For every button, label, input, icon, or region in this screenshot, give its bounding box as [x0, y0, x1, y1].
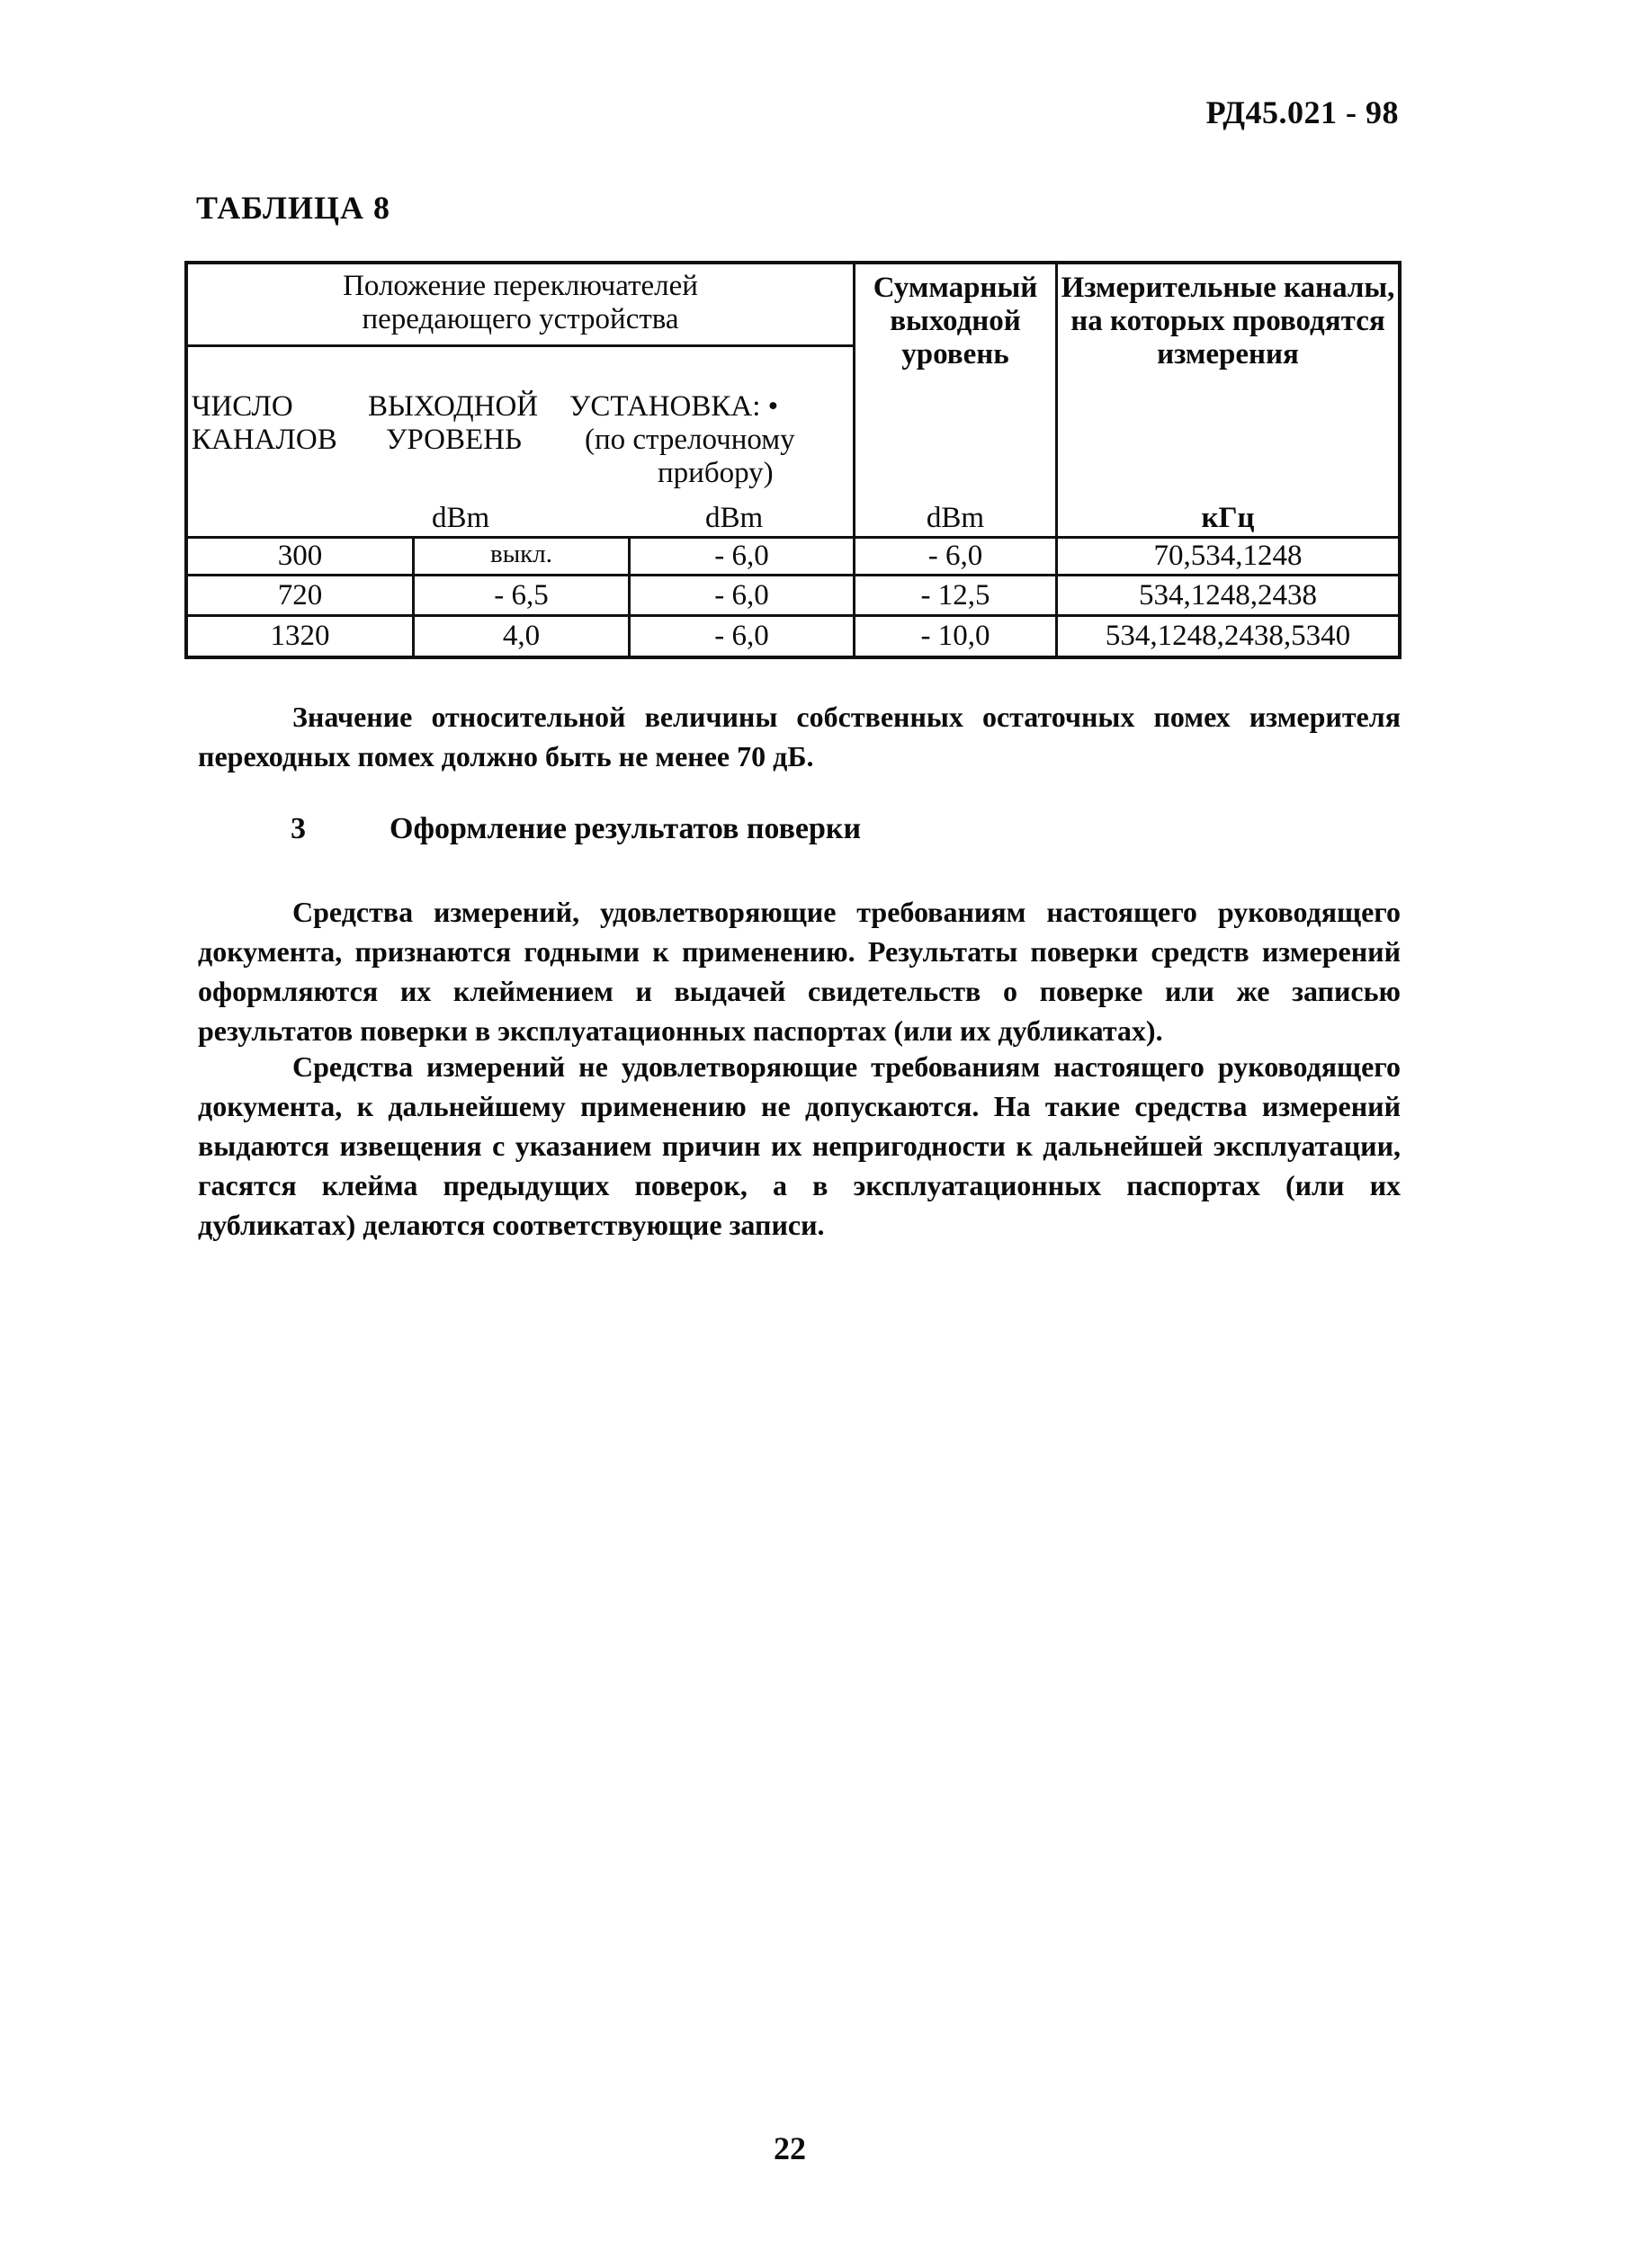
cell-total-level: - 12,5: [920, 579, 990, 612]
header-measuring-channels: Измерительные каналы, на которых проводятся измерения: [1061, 272, 1395, 371]
table-divider: [188, 574, 1398, 576]
unit-setting: dBm: [705, 502, 764, 534]
table-divider: [188, 614, 1398, 617]
page-number: 22: [774, 2130, 806, 2166]
table-divider: [188, 344, 855, 347]
cell-output-level: 4,0: [502, 620, 541, 652]
cell-total-level: - 10,0: [920, 620, 990, 652]
section-number: 3: [291, 812, 306, 845]
header-total-level: Суммарный выходной уровень: [873, 272, 1038, 371]
cell-measuring-channels: 534,1248,2438: [1139, 579, 1317, 612]
document-code: РД45.021 - 98: [1205, 94, 1399, 130]
unit-total-level: dBm: [926, 502, 985, 534]
cell-total-level: - 6,0: [927, 540, 983, 572]
table-divider: [188, 536, 1398, 539]
note-paragraph: Значение относительной величины собственных остаточных помех измерителя переходных помех должно быть не менее 70 дБ.: [198, 701, 1401, 772]
cell-measuring-channels: 70,534,1248: [1153, 540, 1303, 572]
cell-measuring-channels: 534,1248,2438,5340: [1105, 620, 1351, 652]
cell-setting: - 6,0: [714, 620, 769, 652]
table-title: ТАБЛИЦА 8: [196, 190, 390, 226]
section-paragraph: Средства измерений, удовлетворяющие требованиям настоящего руководящего документа, признаются годными к применению. Результаты поверки средств измерений оформляются их клеймением и выдачей свидетельств о поверке или же записью результатов поверки в эксплуатационных паспортах (или их дубликатах).: [198, 896, 1401, 1047]
cell-channels: 1320: [270, 620, 330, 652]
header-setting: УСТАНОВКА: • (по стрелочному прибору): [569, 390, 795, 489]
cell-channels: 720: [277, 579, 323, 612]
unit-measuring-channels: кГц: [1201, 502, 1255, 534]
cell-setting: - 6,0: [714, 540, 769, 572]
section-title: Оформление результатов поверки: [390, 812, 862, 845]
section-heading: [291, 812, 861, 846]
cell-channels: 300: [277, 540, 323, 572]
header-number-of-channels: ЧИСЛО КАНАЛОВ: [192, 390, 337, 456]
data-table: [184, 261, 1402, 659]
section-paragraph: Средства измерений не удовлетворяющие требованиям настоящего руководящего документа, к дальнейшему применению не допускаются. На такие средства измерений выдаются извещения с указанием причин их непригодности к дальнейшей эксплуатации, гасятся клейма предыдущих поверок, а в эксплуатационных паспортах (или их дубликатах) делаются соответствующие записи.: [198, 1050, 1401, 1241]
group-header: Положение переключателей передающего устройства: [343, 270, 698, 335]
cell-output-level: выкл.: [490, 540, 552, 568]
cell-setting: - 6,0: [714, 579, 769, 612]
cell-output-level: - 6,5: [494, 579, 549, 612]
header-output-level: ВЫХОДНОЙ УРОВЕНЬ: [368, 390, 539, 456]
unit-output-level: dBm: [432, 502, 490, 534]
